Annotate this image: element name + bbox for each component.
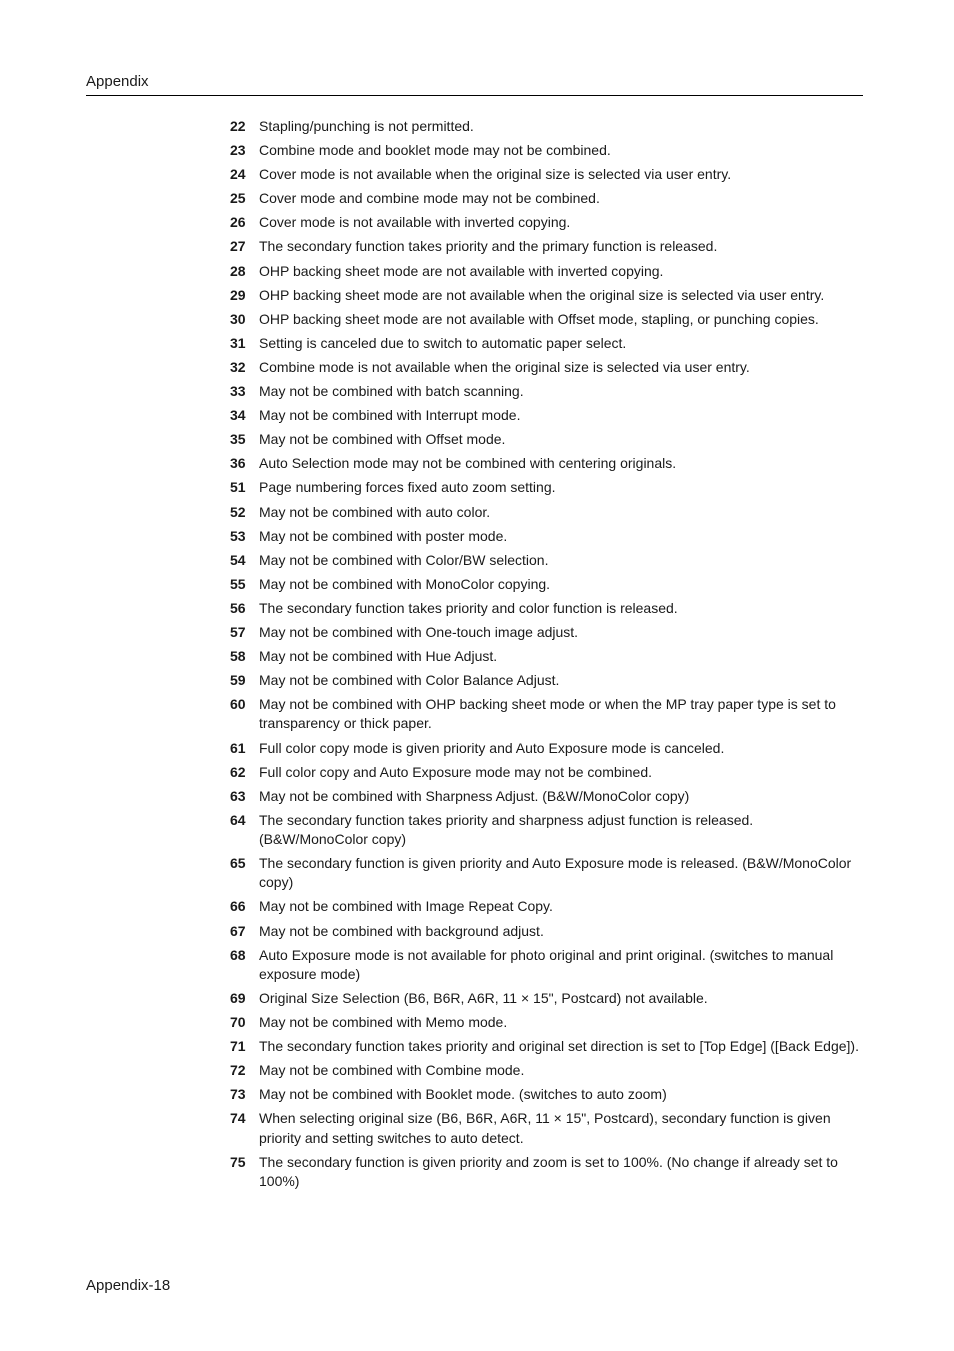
note-text: OHP backing sheet mode are not available with Offset mode, stapling, or punching copies. (259, 310, 819, 327)
note-text: May not be combined with MonoColor copying. (259, 575, 551, 592)
note-text: The secondary function takes priority and original set direction is set to [Top Edge] ([Back Edge]). (259, 1038, 859, 1055)
note-text: May not be combined with OHP backing sheet mode or when the MP tray paper type is set to transparency or thick paper. (259, 696, 836, 732)
note-text: The secondary function takes priority and the primary function is released. (259, 238, 718, 255)
note-number: 56 (230, 599, 246, 616)
note-item (230, 1037, 862, 1056)
note-number: 22 (230, 118, 246, 134)
note-number: 63 (230, 787, 246, 804)
page-number: Appendix-18 (86, 1277, 171, 1294)
note-number: 25 (230, 190, 246, 207)
note-item (230, 165, 862, 184)
note-number: 35 (230, 431, 246, 448)
page-footer (86, 1277, 170, 1295)
note-number: 36 (230, 455, 246, 472)
note-text: Combine mode and booklet mode may not be combined. (259, 142, 611, 159)
note-item (230, 989, 862, 1008)
note-number: 28 (230, 262, 246, 279)
note-item (230, 237, 862, 256)
note-text: May not be combined with Sharpness Adjust. (B&W/MonoColor copy) (259, 787, 690, 804)
header-title: Appendix (86, 73, 149, 90)
note-number: 69 (230, 989, 246, 1006)
note-item (230, 1061, 862, 1080)
note-number: 61 (230, 739, 246, 756)
note-item (230, 1013, 862, 1032)
note-number: 60 (230, 696, 246, 713)
note-item (230, 739, 862, 758)
note-number: 65 (230, 855, 246, 872)
restriction-notes-list (230, 117, 862, 1196)
note-item (230, 1085, 862, 1104)
note-text: May not be combined with Interrupt mode. (259, 407, 521, 424)
note-item (230, 787, 862, 806)
note-number: 26 (230, 214, 246, 231)
note-number: 64 (230, 811, 246, 828)
note-item (230, 430, 862, 449)
note-number: 57 (230, 623, 246, 640)
note-number: 67 (230, 922, 246, 939)
note-text: May not be combined with Booklet mode. (switches to auto zoom) (259, 1086, 667, 1103)
note-text: Cover mode is not available with inverted copying. (259, 214, 571, 231)
note-number: 73 (230, 1086, 246, 1103)
note-item (230, 141, 862, 160)
page-header (86, 73, 863, 96)
note-text: Setting is canceled due to switch to automatic paper select. (259, 334, 627, 351)
note-number: 68 (230, 946, 246, 963)
note-item (230, 358, 862, 377)
note-number: 33 (230, 383, 246, 400)
note-text: The secondary function takes priority and color function is released. (259, 599, 678, 616)
note-text: May not be combined with poster mode. (259, 527, 508, 544)
note-item (230, 454, 862, 473)
note-item (230, 575, 862, 594)
note-item (230, 551, 862, 570)
note-item (230, 286, 862, 305)
note-item (230, 382, 862, 401)
note-text: The secondary function is given priority and Auto Exposure mode is released. (B&W/MonoColor copy) (259, 855, 852, 891)
note-text: May not be combined with One-touch image adjust. (259, 623, 579, 640)
note-item (230, 478, 862, 497)
note-text: OHP backing sheet mode are not available when the original size is selected via user entry. (259, 286, 825, 303)
note-item (230, 695, 862, 733)
note-item (230, 262, 862, 281)
note-text: Combine mode is not available when the original size is selected via user entry. (259, 358, 750, 375)
note-text: Cover mode is not available when the original size is selected via user entry. (259, 166, 732, 183)
note-text: May not be combined with Image Repeat Copy. (259, 898, 553, 915)
note-number: 32 (230, 358, 246, 375)
note-item (230, 647, 862, 666)
note-item (230, 406, 862, 425)
note-text: May not be combined with batch scanning. (259, 383, 524, 400)
note-text: May not be combined with Hue Adjust. (259, 648, 498, 665)
note-text: The secondary function is given priority and zoom is set to 100%. (No change if already set to 100%) (259, 1153, 838, 1189)
note-number: 30 (230, 310, 246, 327)
note-number: 51 (230, 479, 246, 496)
note-text: May not be combined with Combine mode. (259, 1062, 525, 1079)
note-text: May not be combined with Color Balance Adjust. (259, 672, 560, 689)
note-number: 52 (230, 503, 246, 520)
note-text: Original Size Selection (B6, B6R, A6R, 11 × 15", Postcard) not available. (259, 989, 708, 1006)
note-item (230, 922, 862, 941)
note-item (230, 897, 862, 916)
note-text: May not be combined with auto color. (259, 503, 491, 520)
note-number: 70 (230, 1014, 246, 1030)
note-text: Page numbering forces fixed auto zoom setting. (259, 479, 556, 496)
note-number: 29 (230, 286, 246, 303)
note-text: May not be combined with Color/BW selection. (259, 551, 549, 568)
note-item (230, 503, 862, 522)
note-text: May not be combined with Memo mode. (259, 1014, 508, 1030)
note-number: 72 (230, 1062, 246, 1079)
note-item (230, 1109, 862, 1147)
note-number: 53 (230, 527, 246, 544)
note-text: When selecting original size (B6, B6R, A6R, 11 × 15", Postcard), secondary function is given priority and setting switches to auto detect. (259, 1110, 831, 1146)
note-text: The secondary function takes priority and sharpness adjust function is released. (B&W/MonoColor copy) (259, 811, 754, 848)
note-number: 23 (230, 142, 246, 159)
note-text: Full color copy and Auto Exposure mode may not be combined. (259, 763, 652, 780)
note-number: 75 (230, 1153, 246, 1170)
note-text: Auto Exposure mode is not available for photo original and print original. (switches to manual exposure mode) (259, 946, 834, 982)
note-item (230, 310, 862, 329)
note-text: May not be combined with Offset mode. (259, 431, 506, 448)
note-item (230, 946, 862, 984)
note-number: 62 (230, 763, 246, 780)
note-number: 58 (230, 648, 246, 665)
note-item (230, 213, 862, 232)
note-text: Full color copy mode is given priority and Auto Exposure mode is canceled. (259, 739, 725, 756)
note-text: Cover mode and combine mode may not be combined. (259, 190, 600, 207)
note-item (230, 854, 862, 892)
note-number: 59 (230, 672, 246, 689)
note-text: OHP backing sheet mode are not available with inverted copying. (259, 262, 664, 279)
note-item (230, 599, 862, 618)
note-number: 24 (230, 166, 246, 183)
note-item (230, 334, 862, 353)
note-item (230, 1153, 862, 1191)
note-number: 34 (230, 407, 246, 424)
note-number: 66 (230, 898, 246, 915)
note-number: 55 (230, 575, 246, 592)
note-item (230, 811, 862, 849)
note-item (230, 623, 862, 642)
note-number: 31 (230, 334, 246, 351)
note-item (230, 763, 862, 782)
note-item (230, 189, 862, 208)
note-number: 71 (230, 1038, 246, 1055)
note-item (230, 527, 862, 546)
note-text: May not be combined with background adjust. (259, 922, 544, 939)
note-number: 27 (230, 238, 246, 255)
note-text: Stapling/punching is not permitted. (259, 118, 474, 134)
note-item (230, 671, 862, 690)
note-item (230, 117, 862, 136)
note-number: 54 (230, 551, 246, 568)
note-text: Auto Selection mode may not be combined with centering originals. (259, 455, 677, 472)
note-number: 74 (230, 1110, 246, 1127)
